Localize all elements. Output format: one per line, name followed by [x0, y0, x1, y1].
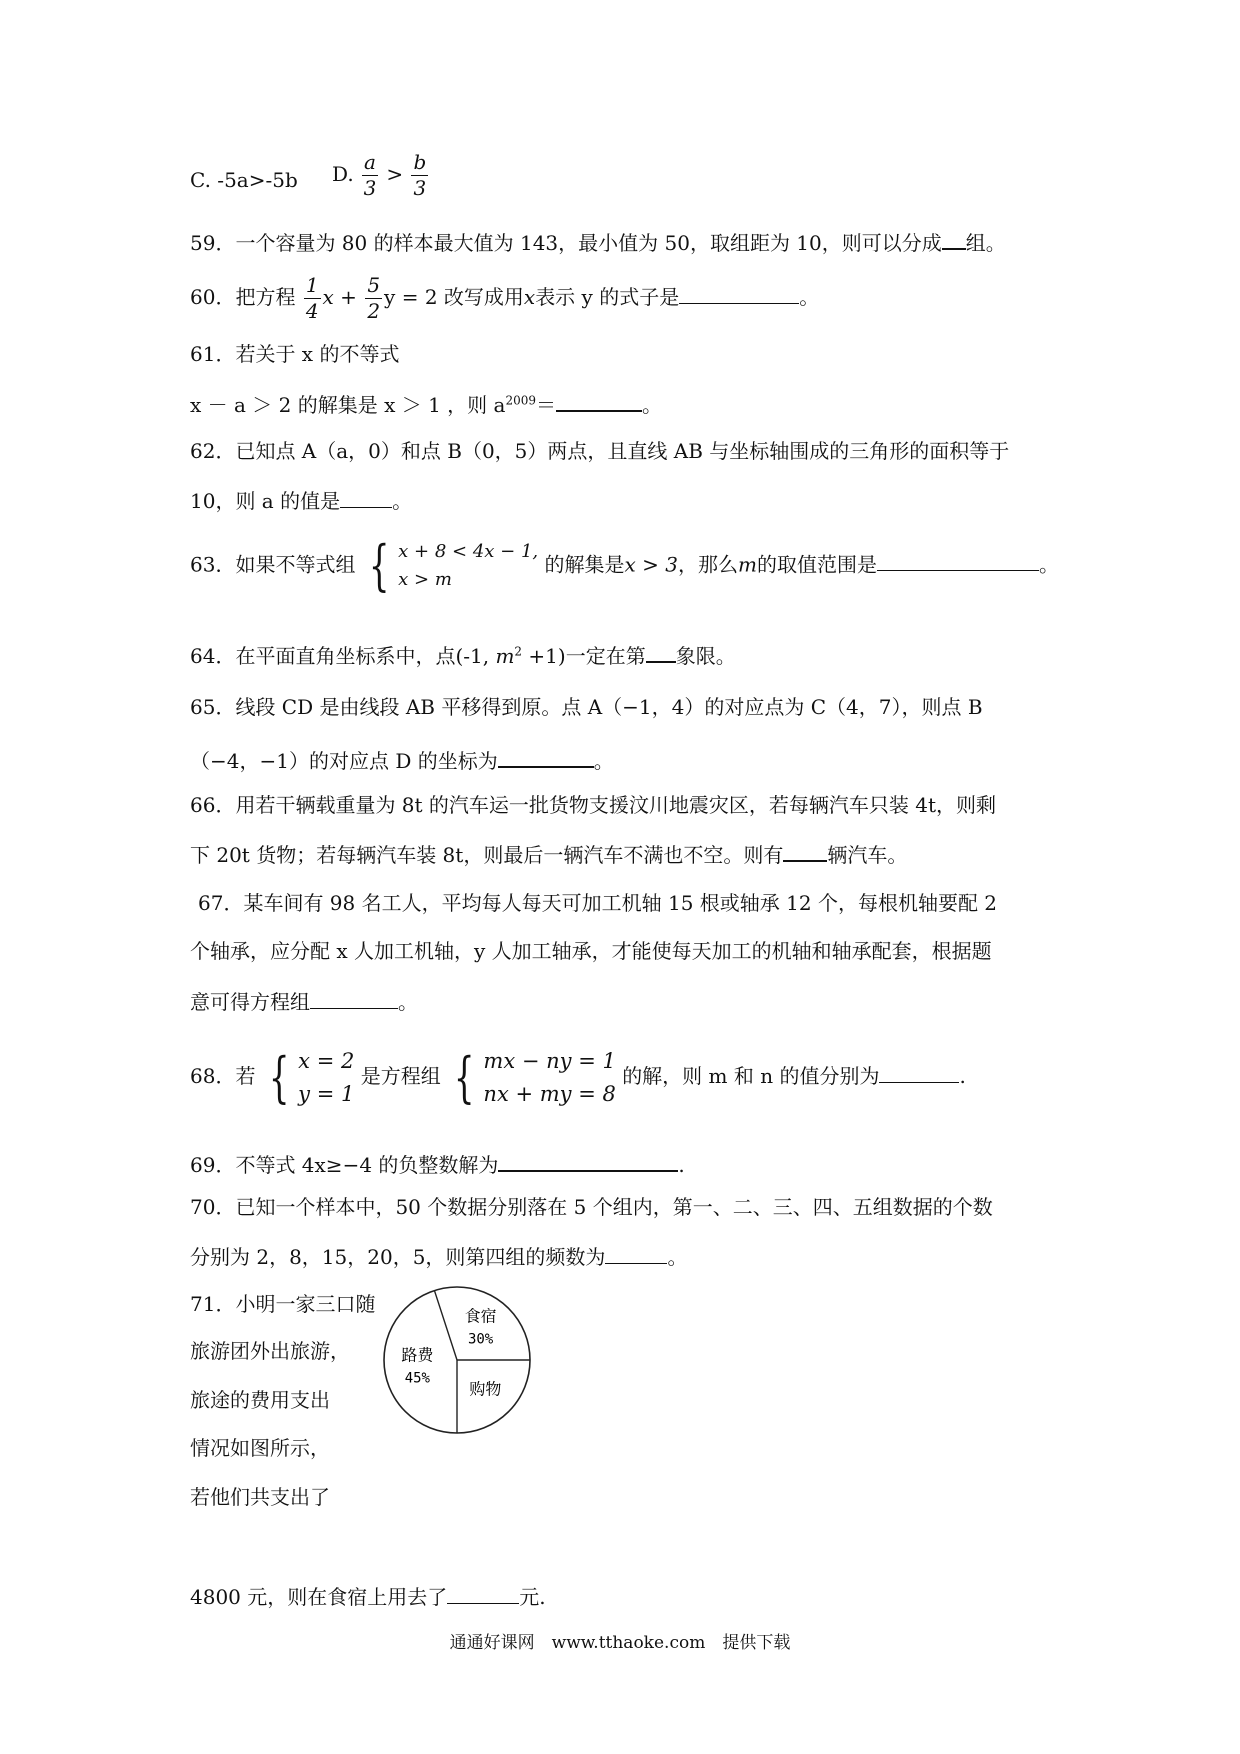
question-59: 59．一个容量为 80 的样本最大值为 143，最小值为 50，取组距为 10，则可以分成 组。 — [190, 231, 1006, 255]
question-66-line2: 下 20t 货物；若每辆汽车装 8t，则最后一辆汽车不满也不空。则有 辆汽车。 — [190, 843, 908, 867]
inequality-system: { x + 8 < 4x − 1, x > m — [368, 533, 539, 597]
solution-system: { x = 2 y = 1 — [268, 1045, 355, 1109]
option-d: D. $\frac{a}{3}$ > $\frac{b}{3}$ — [332, 150, 427, 200]
answer-blank[interactable] — [498, 1152, 678, 1172]
question-63: 63．如果不等式组 { x + 8 < 4x − 1, x > m 的解集是x > 3，那么m的取值范围是 。 — [190, 533, 1059, 597]
question-62-line2: 10，则 a 的值是 。 — [190, 489, 413, 513]
answer-blank[interactable] — [646, 643, 676, 663]
pie-slice-value: 45% — [404, 1370, 430, 1387]
question-60: 60．把方程 $\frac{1}{4}$ x + $\frac{5}{2}$ y = 2 改写成用x表示 y 的式子是 。 — [190, 273, 820, 323]
question-71-line3: 旅途的费用支出 — [190, 1388, 330, 1412]
answer-blank[interactable] — [556, 392, 642, 412]
expense-pie-chart — [380, 1270, 540, 1450]
question-71-line6: 4800 元，则在食宿上用去了 元. — [190, 1585, 546, 1609]
fraction-1-4: $\frac{1}{4}$ — [305, 273, 319, 323]
question-68: 68．若 { x = 2 y = 1 是方程组 { mx − ny = 1 nx + my = 8 的解，则 m 和 n 的值分别为 . — [190, 1045, 966, 1109]
question-71-line2: 旅游团外出旅游， — [190, 1339, 350, 1363]
answer-blank[interactable] — [783, 842, 827, 862]
question-62-line1: 62．已知点 A（a，0）和点 B（0，5）两点，且直线 AB 与坐标轴围成的三角形的面积等于 — [190, 439, 1010, 463]
answer-blank[interactable] — [877, 552, 1039, 571]
question-67-line1: 67．某车间有 98 名工人，平均每人每天可加工机轴 15 根或轴承 12 个，每根机轴要配 2 — [198, 891, 998, 915]
question-69: 69．不等式 4x≥−4 的负整数解为 . — [190, 1153, 685, 1177]
question-67-line2: 个轴承，应分配 x 人加工机轴，y 人加工轴承，才能使每天加工的机轴和轴承配套，根据题 — [190, 939, 992, 963]
fraction-b-over-3: $\frac{b}{3}$ — [413, 150, 427, 200]
question-61-line2: x － a ＞ 2 的解集是 x ＞ 1 ，则 $a^{2009}=$ 。 — [190, 393, 662, 417]
answer-blank[interactable] — [447, 1585, 519, 1604]
answer-blank[interactable] — [679, 285, 799, 304]
fraction-a-over-3: $\frac{a}{3}$ — [363, 150, 377, 200]
pie-slice-label: 食宿 — [464, 1306, 497, 1326]
answer-blank[interactable] — [310, 990, 398, 1009]
answer-blank[interactable] — [340, 489, 392, 508]
question-65-line1: 65．线段 CD 是由线段 AB 平移得到原。点 A（−1，4）的对应点为 C（4，7），则点 B — [190, 695, 983, 719]
option-c: C. -5a>-5b — [190, 168, 298, 192]
question-70-line1: 70．已知一个样本中，50 个数据分别落在 5 个组内，第一、二、三、四、五组数据的个数 — [190, 1195, 993, 1219]
pie-slice-label: 路费 — [401, 1345, 434, 1365]
question-71-line5: 若他们共支出了 — [190, 1485, 330, 1509]
answer-blank[interactable] — [879, 1064, 959, 1083]
pie-slice-label: 购物 — [469, 1379, 502, 1399]
question-65-line2: （−4，−1）的对应点 D 的坐标为 。 — [190, 749, 614, 773]
question-70-line2: 分别为 2，8，15，20，5，则第四组的频数为 。 — [190, 1245, 688, 1269]
page-footer: 通通好课网 www.tthaoke.com 提供下载 — [449, 1633, 791, 1653]
answer-blank[interactable] — [605, 1245, 667, 1264]
pie-slice-value: 30% — [467, 1331, 494, 1348]
question-67-line3: 意可得方程组 。 — [190, 990, 418, 1014]
answer-blank[interactable] — [942, 230, 966, 250]
fraction-5-2: $\frac{5}{2}$ — [367, 273, 381, 323]
equation-system: { mx − ny = 1 nx + my = 8 — [453, 1045, 616, 1109]
question-64: 64．在平面直角坐标系中，点(-1, $m^2 +1$)一定在第 象限。 — [190, 644, 736, 668]
question-71-line1: 71．小明一家三口随 — [190, 1292, 376, 1316]
question-71-line4: 情况如图所示， — [190, 1436, 330, 1460]
question-61-line1: 61．若关于 x 的不等式 — [190, 342, 400, 366]
answer-blank[interactable] — [498, 748, 594, 768]
question-66-line1: 66．用若干辆载重量为 8t 的汽车运一批货物支援汶川地震灾区，若每辆汽车只装 4t，则剩 — [190, 793, 997, 817]
pie-slice-boundary — [434, 1291, 457, 1360]
